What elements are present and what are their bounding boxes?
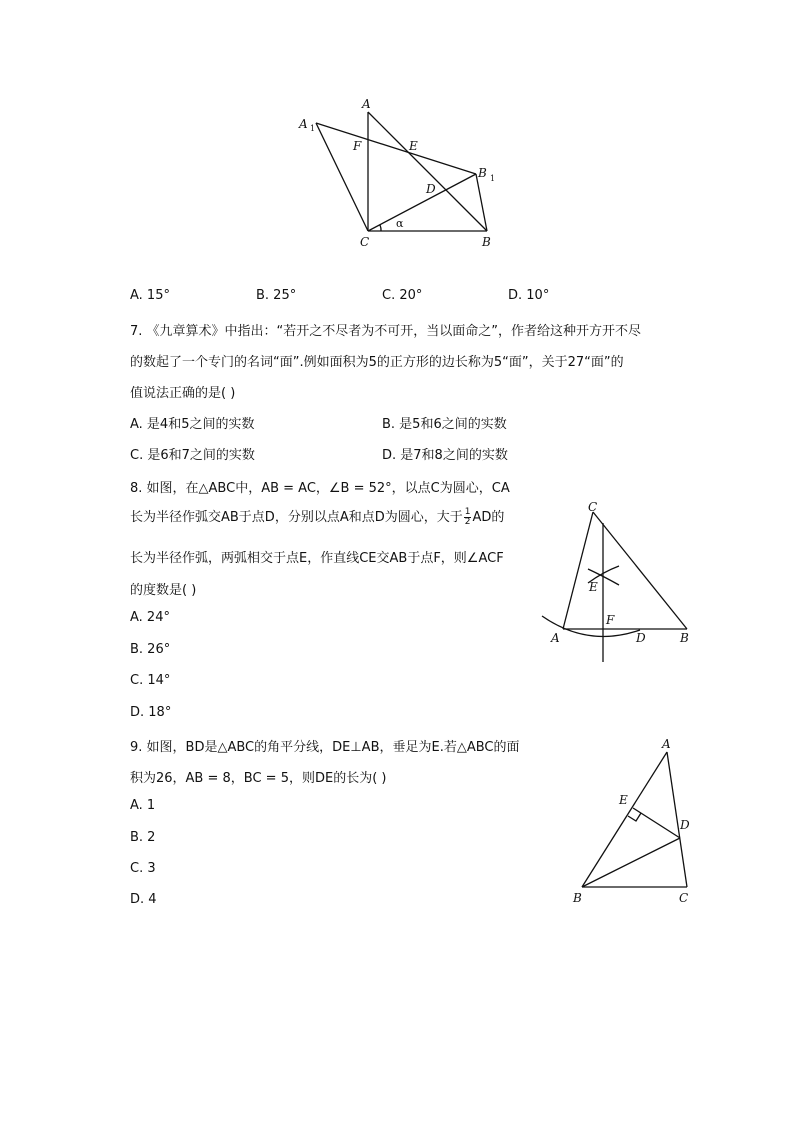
q8-option-b[interactable]: B. 26° bbox=[130, 642, 171, 657]
angle-alpha-arc bbox=[380, 225, 381, 231]
label-e: E bbox=[409, 139, 418, 153]
q9-option-b[interactable]: B. 2 bbox=[130, 830, 156, 845]
label-a: A bbox=[662, 737, 671, 751]
label-b1-sub: 1 bbox=[490, 174, 496, 183]
segment-c-a bbox=[563, 512, 593, 629]
q6-option-d[interactable]: D. 10° bbox=[508, 288, 550, 303]
label-b: B bbox=[573, 891, 582, 905]
label-b: B bbox=[482, 235, 491, 249]
q9-option-c[interactable]: C. 3 bbox=[130, 861, 156, 876]
label-b1: B bbox=[478, 166, 487, 180]
figure-q9 bbox=[565, 735, 700, 910]
q8-fraction-numerator: 1 bbox=[464, 507, 471, 517]
q9-option-d[interactable]: D. 4 bbox=[130, 892, 157, 907]
q8-option-d[interactable]: D. 18° bbox=[130, 705, 172, 720]
label-a1-sub: 1 bbox=[310, 124, 316, 133]
label-e: E bbox=[589, 580, 598, 594]
label-d: D bbox=[680, 818, 690, 832]
q7-option-d[interactable]: D. 是7和8之间的实数 bbox=[382, 448, 508, 463]
label-f: F bbox=[606, 613, 615, 627]
label-c: C bbox=[360, 235, 370, 249]
q8-line2-text: 长为半径作弧交AB于点D，分别以点A和点D为圆心，大于 bbox=[130, 510, 463, 525]
segment-a1-b1 bbox=[316, 123, 476, 174]
q8-fraction-denominator: 2 bbox=[464, 517, 471, 527]
q6-option-c[interactable]: C. 20° bbox=[382, 288, 423, 303]
q8-stem-line1: 8. 如图，在△ABC中，AB = AC，∠B = 52°，以点C为圆心，CA bbox=[130, 481, 510, 496]
segment-d-e bbox=[633, 808, 680, 838]
q7-option-a[interactable]: A. 是4和5之间的实数 bbox=[130, 417, 255, 432]
label-a1: A bbox=[299, 117, 308, 131]
q6-option-a[interactable]: A. 15° bbox=[130, 288, 170, 303]
q8-stem-line4: 的度数是( ) bbox=[130, 583, 197, 598]
q7-option-b[interactable]: B. 是5和6之间的实数 bbox=[382, 417, 507, 432]
label-d: D bbox=[426, 182, 436, 196]
label-d: D bbox=[636, 631, 646, 645]
q8-stem-line2 bbox=[130, 506, 504, 527]
q7-stem-line3: 值说法正确的是( ) bbox=[130, 386, 236, 401]
q6-option-b[interactable]: B. 25° bbox=[256, 288, 297, 303]
label-c: C bbox=[679, 891, 689, 905]
right-angle-mark bbox=[628, 813, 641, 821]
q7-stem-line2: 的数起了一个专门的名词“面”.例如面积为5的正方形的边长称为5“面”，关于27“面”的 bbox=[130, 355, 624, 370]
q8-line2-tail: AD的 bbox=[472, 510, 505, 525]
q8-option-c[interactable]: C. 14° bbox=[130, 673, 171, 688]
figure-q8 bbox=[535, 495, 700, 665]
figure-q6 bbox=[290, 95, 510, 255]
label-a: A bbox=[362, 97, 371, 111]
label-c: C bbox=[588, 500, 598, 514]
q9-option-a[interactable]: A. 1 bbox=[130, 798, 156, 813]
label-e: E bbox=[619, 793, 628, 807]
q7-stem-line1: 7. 《九章算术》中指出：“若开之不尽者为不可开，当以面命之”，作者给这种开方开不尽 bbox=[130, 324, 642, 339]
segment-a-b bbox=[582, 752, 667, 887]
label-a: A bbox=[551, 631, 560, 645]
label-alpha: α bbox=[396, 217, 404, 230]
label-f: F bbox=[353, 139, 362, 153]
q8-fraction bbox=[464, 508, 472, 527]
q8-stem-line3: 长为半径作弧，两弧相交于点E，作直线CE交AB于点F，则∠ACF bbox=[130, 551, 504, 566]
q8-option-a[interactable]: A. 24° bbox=[130, 610, 170, 625]
label-b: B bbox=[680, 631, 689, 645]
q9-stem-line2: 积为26，AB = 8，BC = 5，则DE的长为( ) bbox=[130, 771, 387, 786]
q7-option-c[interactable]: C. 是6和7之间的实数 bbox=[130, 448, 255, 463]
segment-c-b1 bbox=[368, 174, 476, 231]
q9-stem-line1: 9. 如图，BD是△ABC的角平分线，DE⊥AB，垂足为E.若△ABC的面 bbox=[130, 740, 520, 755]
